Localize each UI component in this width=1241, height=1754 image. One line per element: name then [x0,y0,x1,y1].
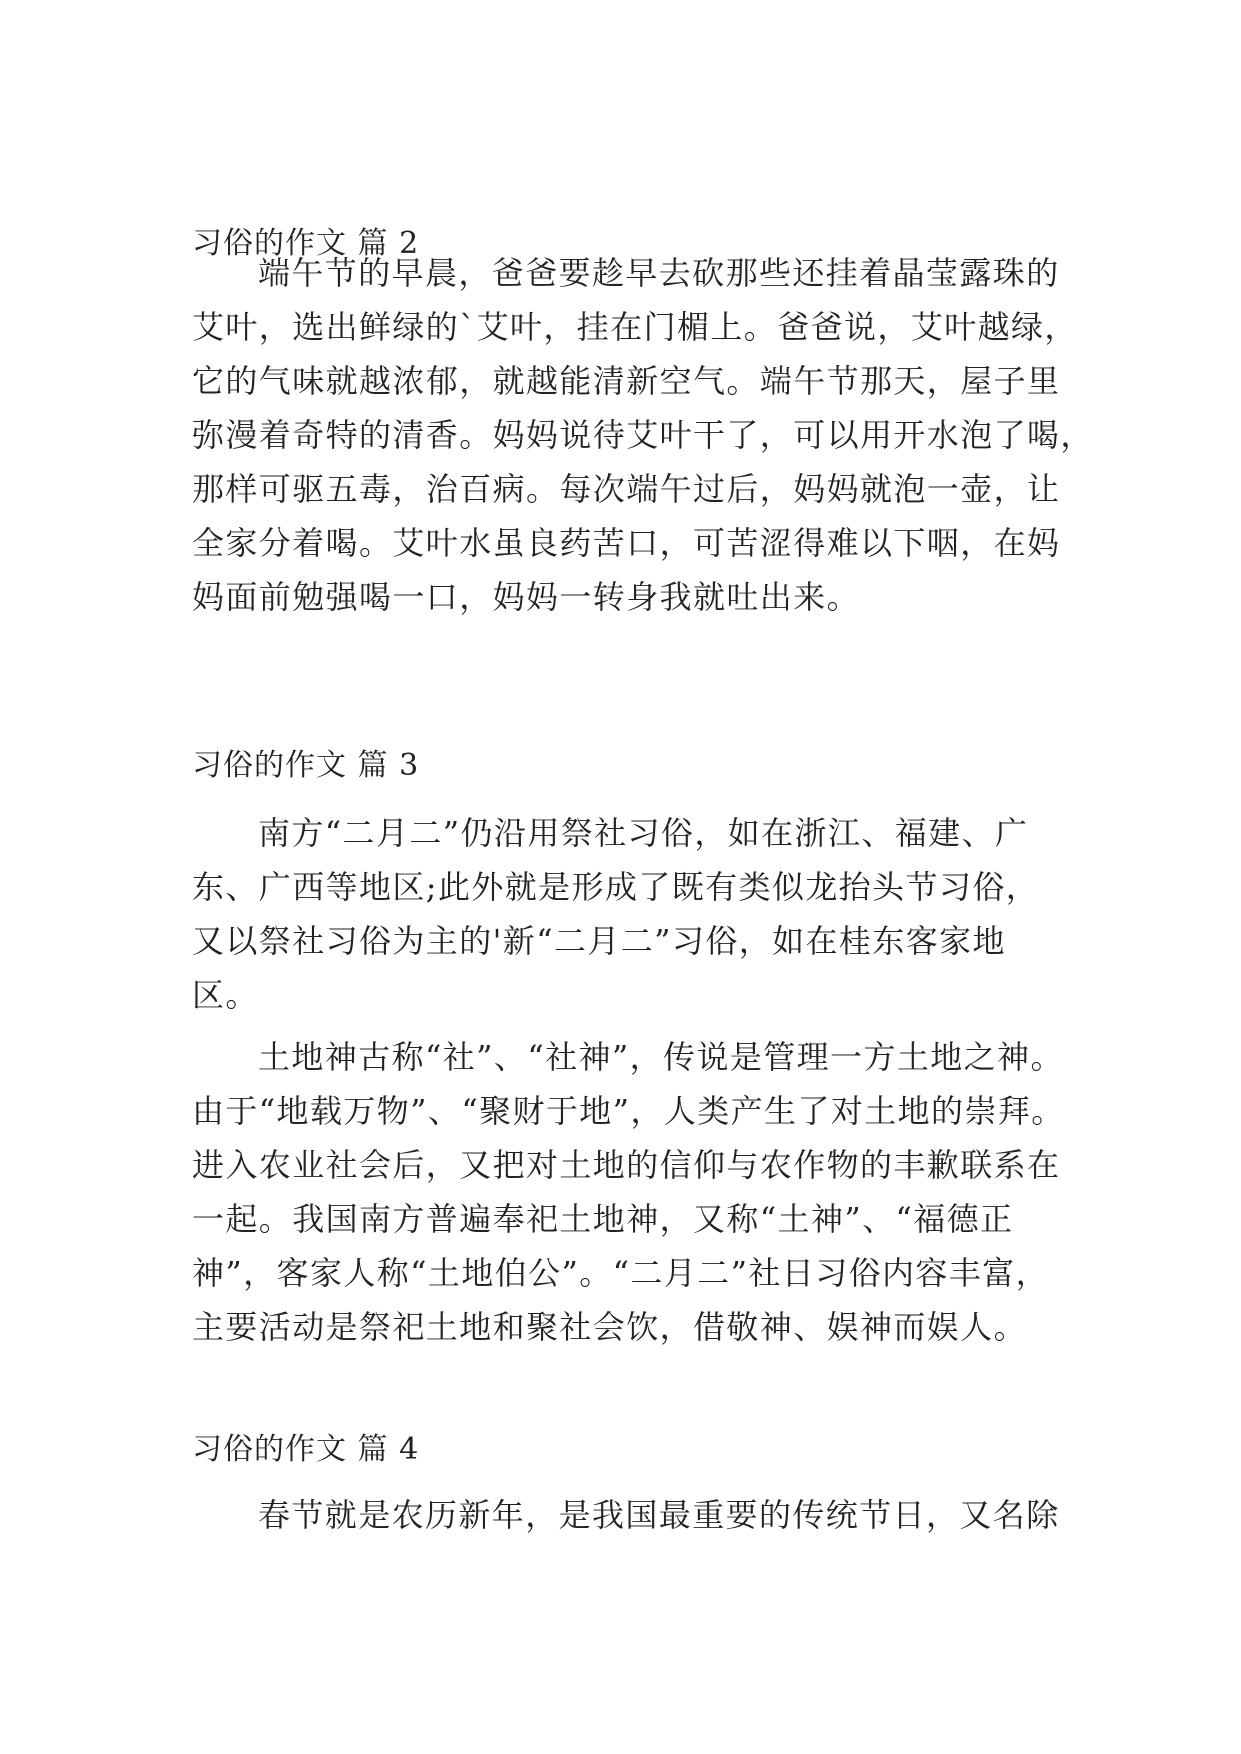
section-3-paragraph-2 [192,1030,1072,1354]
text-line: 艾叶，选出鲜绿的`艾叶，挂在门楣上。爸爸说，艾叶越绿， [192,308,1078,346]
text-line: 进入农业社会后，又把对土地的信仰与农作物的丰歉联系在 [192,1146,1061,1184]
text-line: 东、广西等地区;此外就是形成了既有类似龙抬头节习俗， [192,868,1040,906]
section-3-paragraph-1 [192,806,1072,1022]
text-line: 土地神古称“社”、“社神”，传说是管理一方土地之神。 [258,1038,1064,1076]
text-line: 端午节的早晨，爸爸要趁早去砍那些还挂着晶莹露珠的 [258,254,1060,292]
text-line: 它的气味就越浓郁，就越能清新空气。端午节那天，屋子里 [192,362,1061,400]
text-line: 由于“地载万物”、“聚财于地”，人类产生了对土地的崇拜。 [192,1092,1065,1130]
text-line: 春节就是农历新年，是我国最重要的传统节日，又名除 [258,1496,1060,1534]
section-heading-2: 习俗的作文 篇 2 [192,226,420,261]
text-line: 全家分着喝。艾叶水虽良药苦口，可苦涩得难以下咽，在妈 [192,524,1061,562]
text-line: 主要活动是祭祀土地和聚社会饮，借敬神、娱神而娱人。 [192,1308,1028,1346]
section-heading-4: 习俗的作文 篇 4 [192,1432,420,1467]
section-heading-3: 习俗的作文 篇 3 [192,748,420,783]
section-4-paragraph-1 [192,1488,1072,1542]
text-line: 区。 [192,976,259,1014]
text-line: 弥漫着奇特的清香。妈妈说待艾叶干了，可以用开水泡了喝， [192,416,1094,454]
text-line: 一起。我国南方普遍奉祀土地神，又称“土神”、“福德正 [192,1200,1014,1238]
text-line: 神”，客家人称“土地伯公”。“二月二”社日习俗内容丰富， [192,1254,1049,1292]
section-2-paragraph-1 [192,246,1094,624]
text-line: 那样可驱五毒，治百病。每次端午过后，妈妈就泡一壶，让 [192,470,1061,508]
text-line: 又以祭社习俗为主的'新“二月二”习俗，如在桂东客家地 [192,922,1006,960]
text-line: 南方“二月二”仍沿用祭社习俗，如在浙江、福建、广 [258,814,1029,852]
text-line: 妈面前勉强喝一口，妈妈一转身我就吐出来。 [192,578,861,616]
